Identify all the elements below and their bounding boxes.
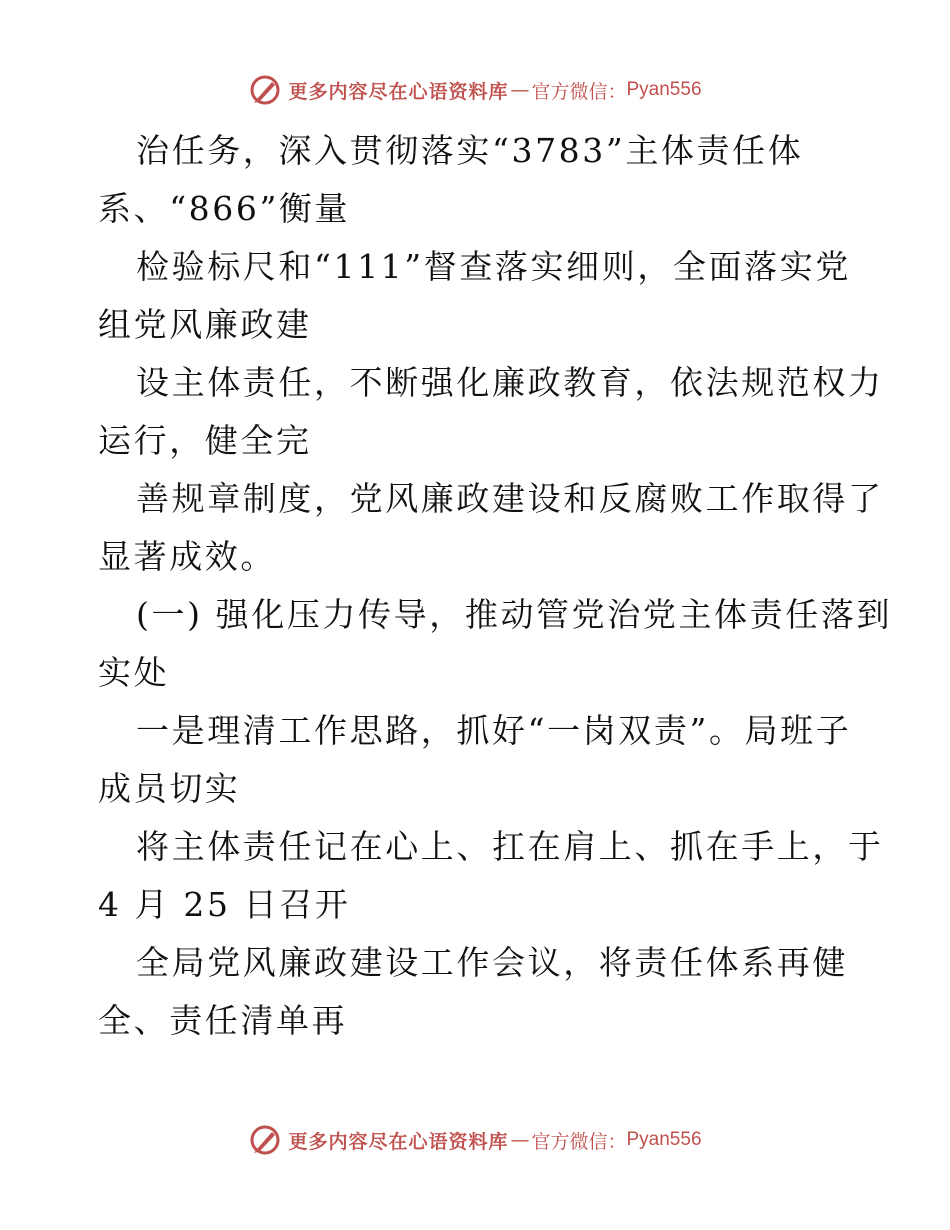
text-line: 系、“866”衡量	[98, 189, 351, 228]
footer-watermark-banner	[0, 1120, 950, 1160]
text-line: 4 月 25 日召开	[98, 885, 351, 924]
text-line: 设主体责任，不断强化廉政教育，依法规范权力	[136, 363, 884, 402]
banner-wechat-label: 官方微信：	[531, 80, 627, 103]
text-line: 全局党风廉政建设工作会议，将责任体系再健	[136, 943, 848, 982]
text-line: 治任务，深入贯彻落实“3783”主体责任体	[136, 131, 804, 170]
banner-account: Pyan556	[626, 1129, 702, 1150]
text-line: 运行，健全完	[98, 421, 312, 460]
banner-wechat-label: 官方微信：	[531, 1130, 627, 1153]
banner-main-text: 更多内容尽在心语资料库	[288, 80, 509, 103]
banner-separator: —	[510, 79, 530, 101]
text-line: 检验标尺和“111”督查落实细则，全面落实党	[136, 247, 851, 286]
banner-account: Pyan556	[626, 79, 702, 100]
text-line: 显著成效。	[98, 537, 276, 576]
text-line: 实处	[98, 653, 170, 692]
brush-pen-logo-icon	[248, 73, 282, 107]
header-watermark-banner	[0, 70, 950, 110]
text-line: 成员切实	[98, 769, 241, 808]
banner-main-text: 更多内容尽在心语资料库	[288, 1130, 509, 1153]
text-line: 善规章制度，党风廉政建设和反腐败工作取得了	[136, 479, 884, 518]
text-line: 一是理清工作思路，抓好“一岗双责”。局班子	[136, 711, 852, 750]
brush-pen-logo-icon	[248, 1123, 282, 1157]
text-line: 将主体责任记在心上、扛在肩上、抓在手上，于	[136, 827, 884, 866]
banner-separator: —	[510, 1129, 530, 1151]
text-line: 全、责任清单再	[98, 1001, 348, 1040]
text-line: 组党风廉政建	[98, 305, 312, 344]
text-line: (一) 强化压力传导，推动管党治党主体责任落到	[136, 595, 893, 634]
document-body	[98, 122, 893, 1050]
